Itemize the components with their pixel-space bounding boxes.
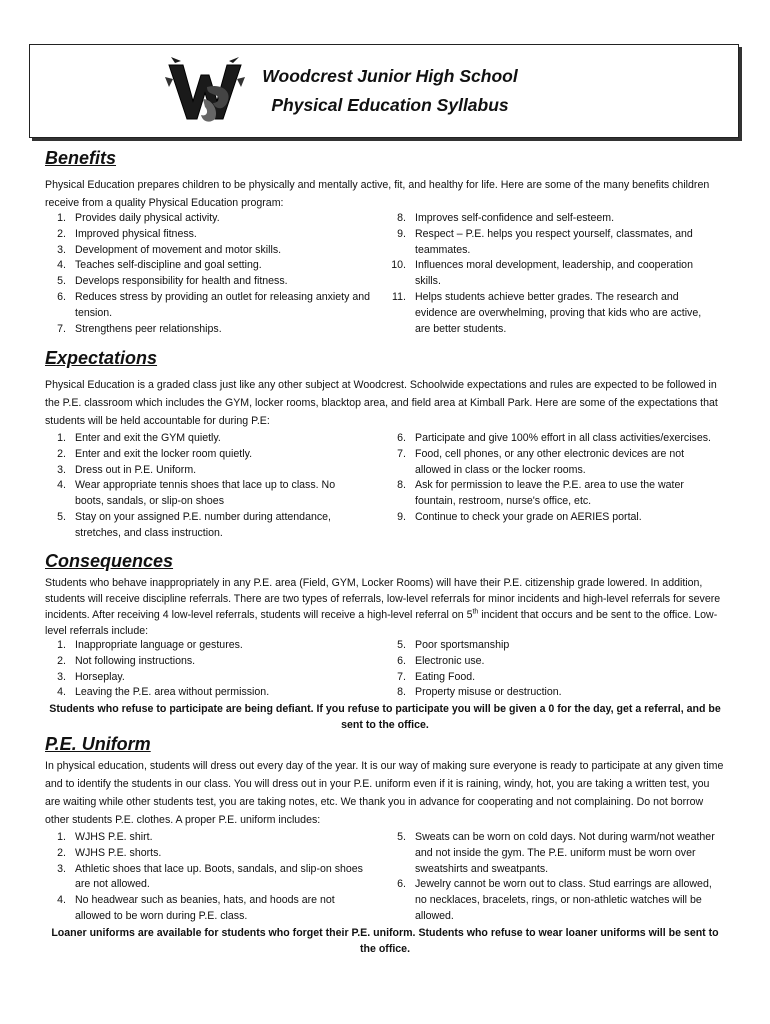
expectations-list-right [385,431,715,526]
list-item: 2. Enter and exit the locker room quietly. [57,447,253,460]
list-item: 3. Horseplay. [57,670,125,683]
list-item: 4. Leaving the P.E. area without permission. [57,686,270,699]
consequences-note: Students who refuse to participate are being defiant. If you refuse to participate you will be given a 0 for the day, get a referral, and be sent to the office. [49,703,721,731]
benefits-heading: Benefits [45,148,117,168]
list-item: 9. Respect – P.E. helps you respect yourself, classmates, and teammates. [397,227,693,256]
benefits-list-right [385,211,715,337]
list-item: 8. Improves self-confidence and self-esteem. [397,212,615,224]
list-item: 4. Teaches self-discipline and goal setting. [57,259,262,272]
syllabus-title: Physical Education Syllabus [271,95,509,115]
list-item: 1. WJHS P.E. shirt. [57,831,153,843]
list-item: 5. Poor sportsmanship [397,639,510,651]
list-item: 7. Strengthens peer relationships. [57,322,222,335]
list-item: 2. WJHS P.E. shorts. [57,846,162,859]
list-item: 5. Stay on your assigned P.E. number during attendance, stretches, and class instruction. [57,510,331,539]
consequences-list-right [385,638,715,701]
list-item: 3. Athletic shoes that lace up. Boots, sandals, and slip-on shoes are not allowed. [57,862,363,891]
list-item: 7. Eating Food. [397,670,476,683]
list-item: 5. Develops responsibility for health and fitness. [57,275,288,288]
list-item: 6. Jewelry cannot be worn out to class. Stud earrings are allowed, no necklaces, bracelets, rings, or non-athletic watches will be allowed. [397,878,712,922]
list-item: 3. Development of movement and motor skills. [57,243,282,256]
list-item: 11. Helps students achieve better grades. The research and evidence are overwhelming, proving that kids who are active, are better students. [392,290,702,335]
uniform-note: Loaner uniforms are available for students who forget their P.E. uniform. Students who refuse to wear loaner uniforms will be sent to the office. [51,927,719,955]
uniform-heading: P.E. Uniform [45,734,151,754]
uniform-list-right [385,830,715,925]
list-item: 6. Electronic use. [397,654,485,667]
header-box [29,44,739,138]
list-item: 8. Property misuse or destruction. [397,686,562,699]
expectations-list-left [45,431,365,542]
uniform-intro: In physical education, students will dress out every day of the year. It is our way of making sure everyone is ready to participate at any given time and to identify the students in our class. You will dress out in your P.E. uniform even if it is raining, windy, hot, you are taking a written test, you are waiting while other students test, you are taking notes, etc. We thank you in advance for cooperating and not complaining. Do not borrow other students P.E. clothes. A proper P.E. uniform includes: [45,760,724,826]
list-item: 1. Enter and exit the GYM quietly. [57,432,221,444]
consequences-heading: Consequences [45,551,174,571]
consequences-list-left [45,638,380,701]
list-item: 10. Influences moral development, leadership, and cooperation skills. [391,259,693,288]
uniform-list-left [45,830,365,925]
list-item: 4. No headwear such as beanies, hats, and hoods are not allowed to be worn during P.E. class. [57,894,335,922]
list-item: 3. Dress out in P.E. Uniform. [57,463,197,476]
list-item: 6. Reduces stress by providing an outlet for releasing anxiety and tension. [57,290,371,319]
list-item: 2. Improved physical fitness. [57,227,197,240]
expectations-intro: Physical Education is a graded class just like any other subject at Woodcrest. Schoolwide expectations and rules are expected to be followed in the P.E. classroom which includes the GYM, locker rooms, blacktop area, and field area at Kimball Park. Here are some of the expectations that students will be held accountable for during P.E: [45,379,718,427]
school-title: Woodcrest Junior High School [262,66,518,86]
benefits-intro: Physical Education prepares children to be physically and mentally active, fit, and healthy for life. Here are some of the many benefits children receive from a quality Physical Education program: [45,179,710,209]
expectations-heading: Expectations [45,348,158,368]
consequences-intro: Students who behave inappropriately in any P.E. area (Field, GYM, Locker Rooms) will have their P.E. citizenship grade lowered. In addition, students will receive discipline referrals. There are two types of referrals, low-level referrals for minor incidents and high-level referrals for severe incidents. After receiving 4 low-level referrals, students will receive a high-level referral on 5th incident that occurs and be sent to the office. Low-level referrals include: [45,577,721,637]
list-item: 2. Not following instructions. [57,654,196,667]
list-item: 6. Participate and give 100% effort in all class activities/exercises. [397,432,711,444]
list-item: 5. Sweats can be worn on cold days. Not during warm/not weather and not inside the gym. The P.E. uniform must be worn over sweatshirts and sweatpants. [397,831,715,875]
list-item: 7. Food, cell phones, or any other electronic devices are not allowed in class or the locker rooms. [397,447,685,476]
list-item: 4. Wear appropriate tennis shoes that lace up to class. No boots, sandals, or slip-on shoes [57,479,336,508]
list-item: 8. Ask for permission to leave the P.E. area to use the water fountain, restroom, nurse's office, etc. [397,479,684,508]
list-item: 1. Provides daily physical activity. [57,212,220,224]
list-item: 9. Continue to check your grade on AERIES portal. [397,510,642,523]
benefits-list-left [45,211,380,337]
list-item: 1. Inappropriate language or gestures. [57,639,243,651]
